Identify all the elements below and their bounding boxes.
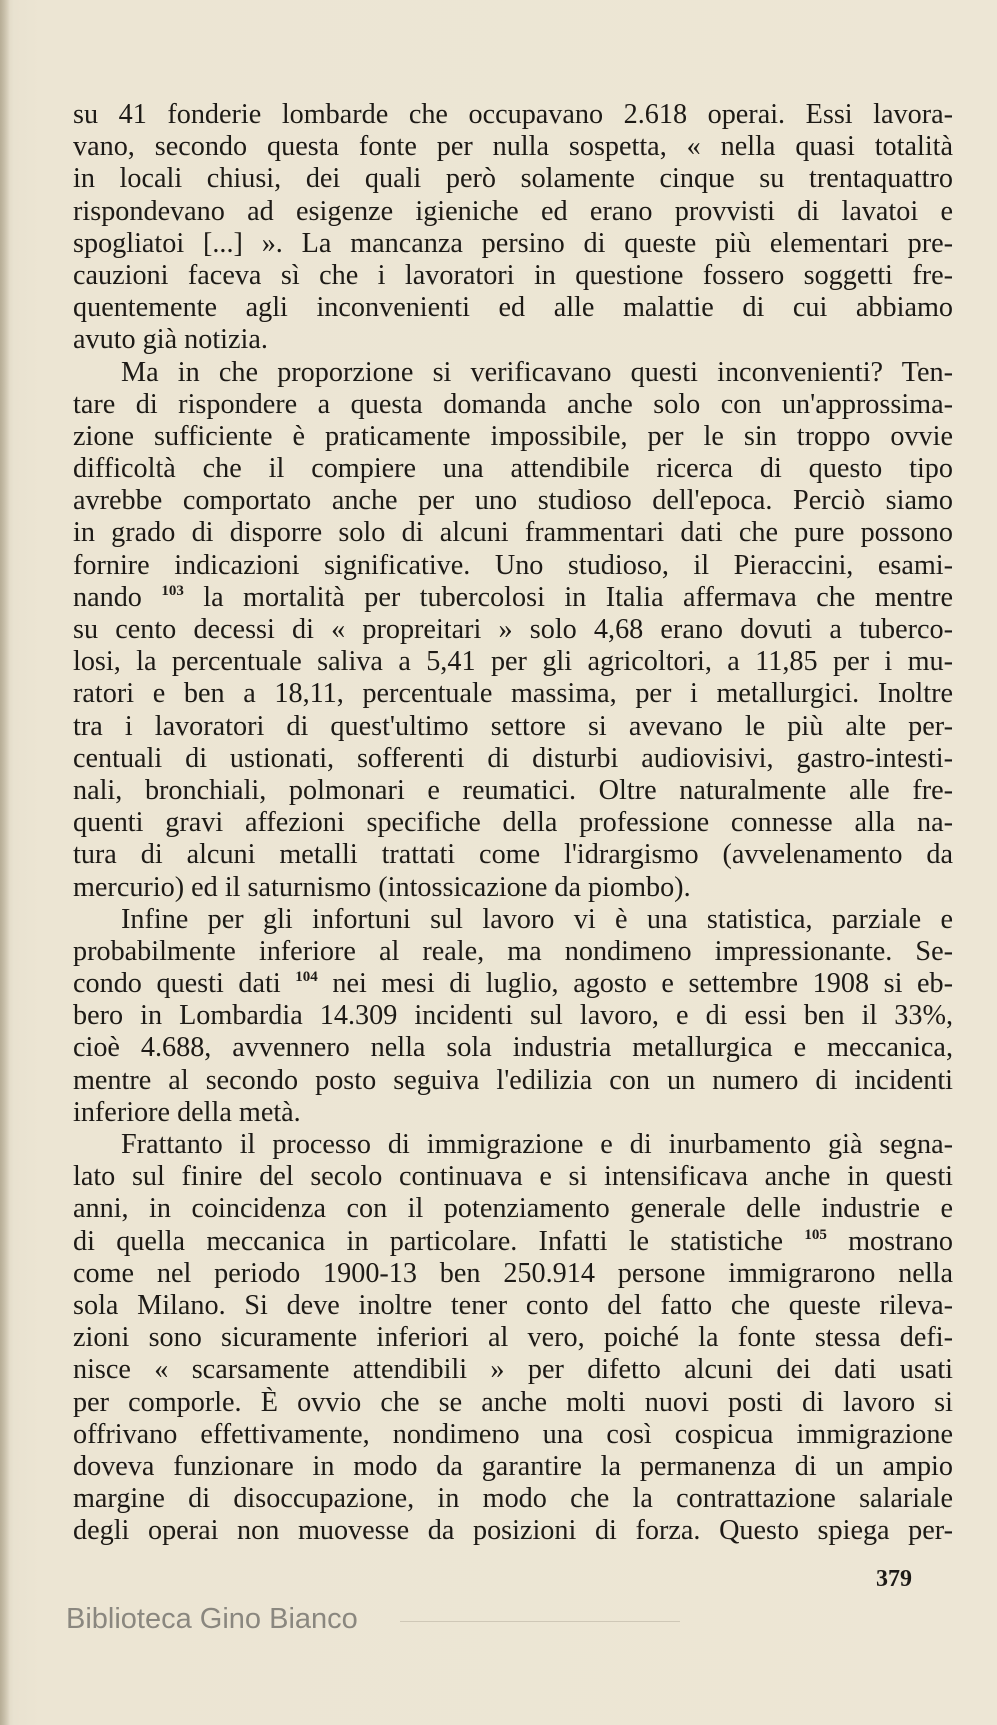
text-fragment: di quella meccanica in particolare. Infatti le statistiche	[73, 1225, 784, 1257]
footnote-ref[interactable]: 105	[804, 1226, 827, 1243]
text-line: zioni sono sicuramente inferiori al vero, poiché la fonte stessa defi-	[73, 1322, 953, 1354]
text-line	[73, 1226, 953, 1258]
text-line	[73, 968, 953, 1000]
text-line: fornire indicazioni significative. Uno studioso, il Pieraccini, esami-	[73, 549, 953, 581]
text-fragment: mostrano	[826, 1225, 953, 1257]
text-line: Frattanto il processo di immigrazione e di inurbamento già segna-	[121, 1129, 953, 1160]
text-line: lato sul finire del secolo continuava e si intensificava anche in questi	[73, 1161, 953, 1193]
text-line: nisce « scarsamente attendibili » per difetto alcuni dei dati usati	[73, 1354, 953, 1386]
text-line: spogliatoi [...] ». La mancanza persino di queste più elementari pre-	[73, 227, 953, 259]
text-line: inferiore della metà.	[73, 1096, 301, 1128]
watermark-rule	[400, 1621, 680, 1622]
text-line: zione sufficiente è praticamente impossibile, per le sin troppo ovvie	[73, 420, 953, 452]
footnote-ref[interactable]: 103	[161, 582, 184, 599]
spine-shadow	[0, 0, 10, 1725]
text-line: mentre al secondo posto seguiva l'edilizia con un numero di incidenti	[73, 1064, 953, 1096]
text-line: tra i lavoratori di quest'ultimo settore si avevano le più alte per-	[73, 710, 953, 742]
text-line: tura di alcuni metalli trattati come l'idrargismo (avvelenamento da	[73, 839, 953, 871]
text-line: probabilmente inferiore al reale, ma nondimeno impressionante. Se-	[73, 935, 953, 967]
text-line: ratori e ben a 18,11, percentuale massima, per i metallurgici. Inoltre	[73, 678, 953, 710]
text-line	[73, 582, 953, 614]
text-line: mercurio) ed il saturnismo (intossicazione da piombo).	[73, 871, 691, 903]
text-line: losi, la percentuale saliva a 5,41 per gli agricoltori, a 11,85 per i mu-	[73, 646, 953, 678]
text-line: in grado di disporre solo di alcuni frammentari dati che pure possono	[73, 517, 953, 549]
text-line: rispondevano ad esigenze igieniche ed erano provvisti di lavatoi e	[73, 195, 953, 227]
text-line: anni, in coincidenza con il potenziamento generale delle industrie e	[73, 1193, 953, 1225]
footnote-ref[interactable]: 104	[295, 969, 318, 986]
text-line: vano, secondo questa fonte per nulla sospetta, « nella quasi totalità	[73, 131, 953, 163]
text-line: su 41 fonderie lombarde che occupavano 2.618 operai. Essi lavora-	[73, 99, 953, 130]
text-fragment: nei mesi di luglio, agosto e settembre 1908 si eb-	[317, 968, 953, 1000]
page-number: 379	[876, 1566, 912, 1592]
text-line: difficoltà che il compiere una attendibile ricerca di questo tipo	[73, 453, 953, 485]
text-line: sola Milano. Si deve inoltre tener conto del fatto che queste rileva-	[73, 1289, 953, 1321]
text-line: avrebbe comportato anche per uno studioso dell'epoca. Perciò siamo	[73, 485, 953, 517]
text-line: doveva funzionare in modo da garantire la permanenza di un ampio	[73, 1450, 953, 1482]
text-line: Infine per gli infortuni sul lavoro vi è una statistica, parziale e	[121, 903, 953, 935]
text-line: centuali di ustionati, sofferenti di disturbi audiovisivi, gastro-intesti-	[73, 742, 953, 774]
text-line: offrivano effettivamente, nondimeno una così cospicua immigrazione	[73, 1418, 953, 1450]
text-line: cioè 4.688, avvennero nella sola industria metallurgica e meccanica,	[73, 1032, 953, 1064]
text-line: nali, bronchiali, polmonari e reumatici. Oltre naturalmente alle fre-	[73, 774, 953, 806]
text-line: come nel periodo 1900-13 ben 250.914 persone immigrarono nella	[73, 1257, 953, 1289]
text-line: avuto già notizia.	[73, 324, 268, 356]
text-line: margine di disoccupazione, in modo che la contrattazione salariale	[73, 1483, 953, 1515]
text-fragment: nando	[73, 581, 142, 613]
text-line: quenti gravi affezioni specifiche della professione connesse alla na-	[73, 807, 953, 839]
text-fragment: la mortalità per tubercolosi in Italia affermava che mentre	[183, 581, 953, 613]
text-line: in locali chiusi, dei quali però solamente cinque su trentaquattro	[73, 163, 953, 195]
text-fragment: condo questi dati	[73, 968, 281, 1000]
text-line: tare di rispondere a questa domanda anche solo con un'approssima-	[73, 388, 953, 420]
text-line: per comporle. È ovvio che se anche molti nuovi posti di lavoro si	[73, 1386, 953, 1418]
text-line: Ma in che proporzione si verificavano questi inconvenienti? Ten-	[121, 356, 953, 388]
text-line: degli operai non muovesse da posizioni di forza. Questo spiega per-	[73, 1515, 953, 1547]
text-line: cauzioni faceva sì che i lavoratori in questione fossero soggetti fre-	[73, 259, 953, 291]
body-text	[73, 99, 953, 1547]
text-line: quentemente agli inconvenienti ed alle malattie di cui abbiamo	[73, 292, 953, 324]
watermark-text: Biblioteca Gino Bianco	[66, 1603, 358, 1635]
text-line: su cento decessi di « propreitari » solo 4,68 erano dovuti a tuberco-	[73, 614, 953, 645]
text-line: bero in Lombardia 14.309 incidenti sul lavoro, e di essi ben il 33%,	[73, 1000, 953, 1032]
